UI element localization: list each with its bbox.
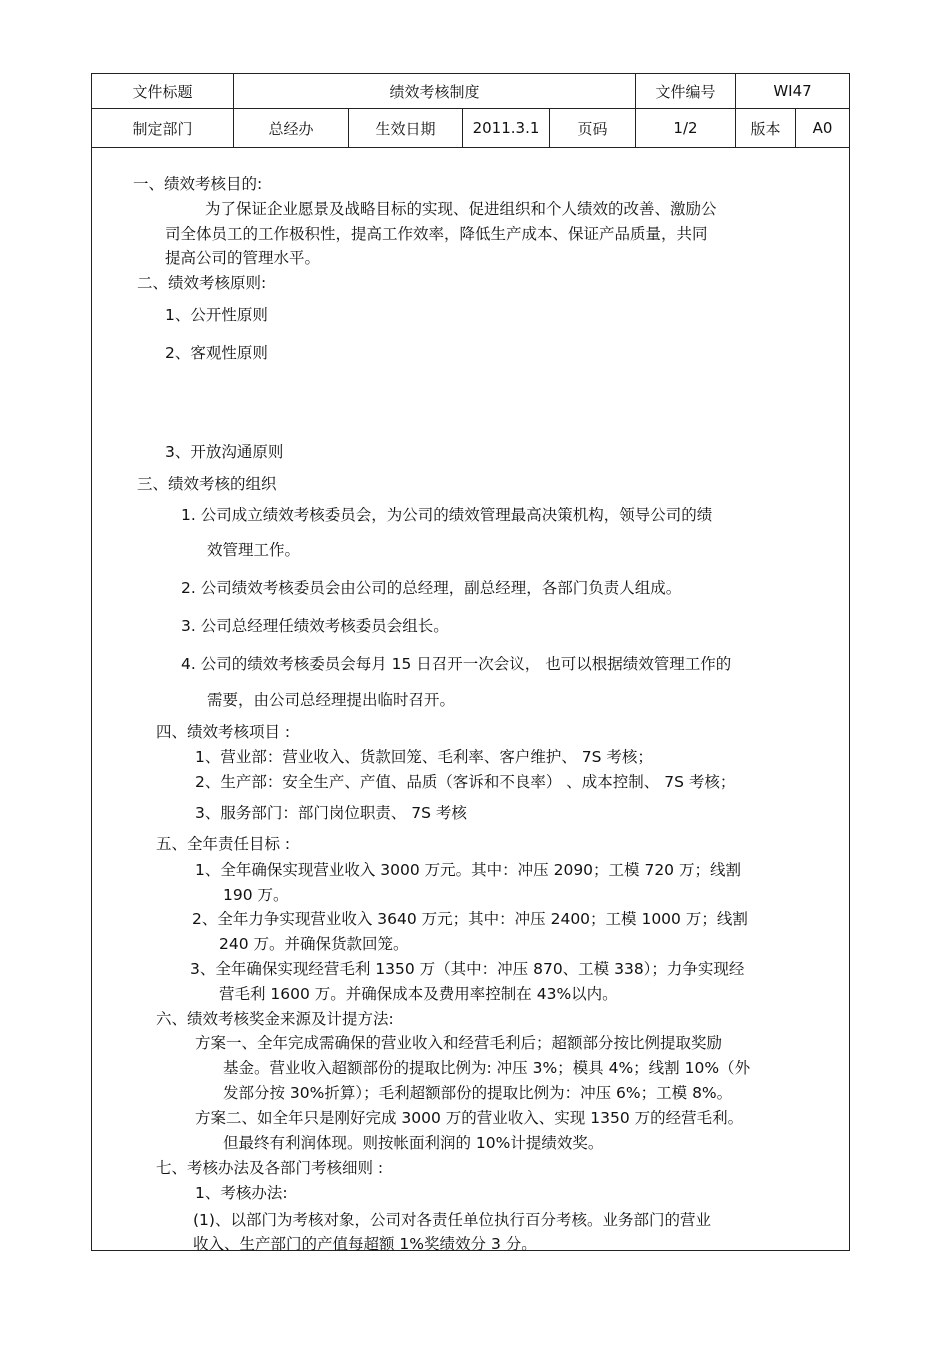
- body-text: 提高公司的管理水平。: [165, 249, 321, 267]
- section-heading: 四、绩效考核项目 :: [156, 723, 291, 741]
- list-item: 3、开放沟通原则: [165, 443, 284, 461]
- list-item: 3、服务部门：部门岗位职责、 7S 考核: [195, 804, 467, 822]
- body-text: (1)、以部门为考核对象，公司对各责任单位执行百分考核。业务部门的营业: [193, 1211, 711, 1229]
- docno-value: WI47: [773, 82, 812, 100]
- body-text: 方案一、全年完成需确保的营业收入和经营毛利后；超额部分按比例提取奖励: [195, 1034, 723, 1052]
- body-text: 方案二、如全年只是刚好完成 3000 万的营业收入、实现 1350 万的经营毛利。: [195, 1109, 744, 1127]
- body-text: 为了保证企业愿景及战略目标的实现、促进组织和个人绩效的改善、激励公: [205, 200, 717, 218]
- page-label: 页码: [577, 119, 608, 138]
- body-text: 190 万。: [223, 886, 289, 904]
- list-item: 2. 公司绩效考核委员会由公司的总经理，副总经理，各部门负责人组成。: [181, 579, 682, 597]
- section-heading: 二、绩效考核原则:: [137, 274, 267, 292]
- list-item: 3、全年确保实现经营毛利 1350 万（其中：冲压 870、工模 338）；力争实现经: [190, 960, 745, 978]
- list-item: 3. 公司总经理任绩效考核委员会组长。: [181, 617, 449, 635]
- body-text: 发部分按 30%折算）；毛利超额部份的提取比例为：冲压 6%；工模 8%。: [223, 1084, 733, 1102]
- body-text: 基金。营业收入超额部份的提取比例为: 冲压 3%；模具 4%；线割 10%（外: [223, 1059, 751, 1077]
- section-heading: 三、绩效考核的组织: [137, 475, 277, 493]
- list-item: 1. 公司成立绩效考核委员会，为公司的绩效管理最高决策机构，领导公司的绩: [181, 506, 713, 524]
- date-value: 2011.3.1: [472, 119, 540, 137]
- list-item: 2、客观性原则: [165, 344, 268, 362]
- date-label: 生效日期: [375, 119, 436, 138]
- section-heading: 六、绩效考核奖金来源及计提方法:: [156, 1010, 394, 1028]
- list-item: 1、公开性原则: [165, 306, 268, 324]
- body-text: 需要，由公司总经理提出临时召开。: [207, 691, 456, 709]
- dept-value: 总经办: [268, 119, 314, 138]
- list-item: 4. 公司的绩效考核委员会每月 15 日召开一次会议， 也可以根据绩效管理工作的: [181, 655, 732, 673]
- section-heading: 一、绩效考核目的:: [133, 175, 263, 193]
- section-heading: 五、全年责任目标 :: [156, 835, 291, 853]
- section-heading: 七、考核办法及各部门考核细则 :: [156, 1159, 384, 1177]
- list-item: 1、营业部：营业收入、货款回笼、毛利率、客户维护、 7S 考核；: [195, 748, 653, 766]
- body-text: 收入、生产部门的产值每超额 1%奖绩效分 3 分。: [193, 1235, 537, 1253]
- list-item: 2、全年力争实现营业收入 3640 万元；其中：冲压 2400；工模 1000 万；线割: [192, 910, 748, 928]
- body-text: 240 万。并确保货款回笼。: [219, 935, 409, 953]
- body-text: 司全体员工的工作极积性，提高工作效率，降低生产成本、保证产品质量，共同: [165, 225, 708, 243]
- docno-label: 文件编号: [655, 82, 716, 101]
- version-value: A0: [812, 119, 833, 137]
- body-text: 效管理工作。: [207, 541, 301, 559]
- version-label: 版本: [750, 119, 781, 138]
- header-bottom-border: [91, 147, 850, 148]
- page-value: 1/2: [673, 119, 698, 137]
- dept-label: 制定部门: [132, 119, 193, 138]
- list-item: 1、考核办法:: [195, 1184, 288, 1202]
- list-item: 2、生产部：安全生产、产值、品质（客诉和不良率） 、成本控制、 7S 考核；: [195, 773, 736, 791]
- body-text: 营毛利 1600 万。并确保成本及费用率控制在 43%以内。: [219, 985, 618, 1003]
- title-label: 文件标题: [132, 82, 193, 101]
- title-value: 绩效考核制度: [389, 82, 480, 101]
- list-item: 1、全年确保实现营业收入 3000 万元。其中：冲压 2090；工模 720 万；线割: [195, 861, 741, 879]
- body-text: 但最终有利润体现。则按帐面利润的 10%计提绩效奖。: [223, 1134, 604, 1152]
